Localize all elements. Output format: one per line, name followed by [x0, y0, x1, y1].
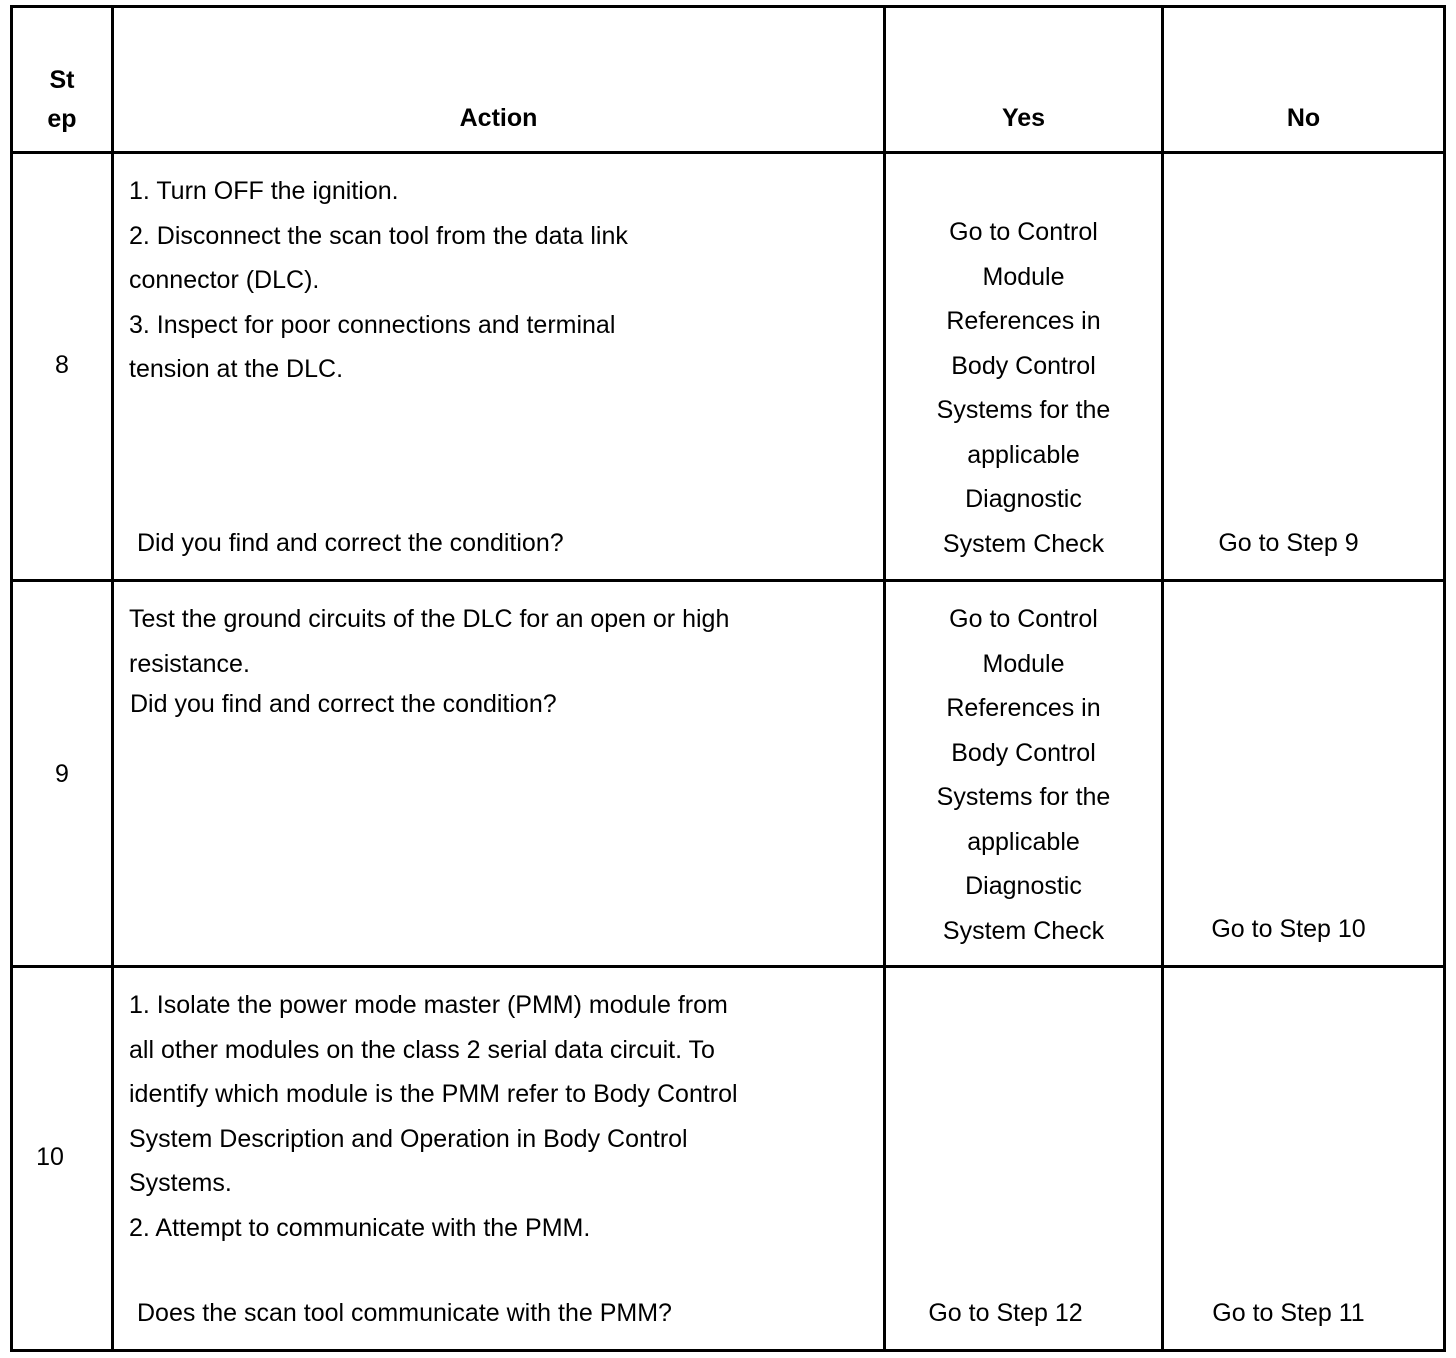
yes-line: applicable	[967, 827, 1080, 856]
table-border-right	[1443, 5, 1446, 1352]
no-text: Go to Step 10	[1211, 915, 1366, 943]
header-step-line: St	[49, 66, 75, 94]
yes-text: Go to Step 12	[928, 1299, 1083, 1327]
action-line: all other modules on the class 2 serial data circuit. To	[129, 1035, 715, 1064]
yes-line: Go to Control	[949, 605, 1098, 633]
header-divider	[10, 151, 1446, 154]
no-text: Go to Step 11	[1212, 1299, 1365, 1327]
action-question: Does the scan tool communicate with the PMM?	[137, 1299, 672, 1327]
action-text	[129, 597, 729, 686]
table-border-top	[10, 5, 1446, 8]
yes-line: Systems for the	[936, 396, 1111, 424]
yes-text	[886, 210, 1161, 566]
action-line: 1. Turn OFF the ignition.	[129, 177, 399, 205]
action-line: 1. Isolate the power mode master (PMM) module from	[129, 991, 728, 1019]
column-divider	[111, 5, 114, 1352]
header-step	[13, 61, 111, 139]
yes-line: Module	[982, 649, 1065, 678]
action-line: identify which module is the PMM refer to Body Control	[129, 1080, 738, 1108]
yes-line: System Check	[942, 916, 1105, 945]
header-no: No	[1286, 104, 1321, 132]
action-text	[129, 983, 738, 1250]
yes-line: Systems for the	[936, 783, 1111, 811]
action-question: Did you find and correct the condition?	[137, 529, 564, 557]
yes-line: Go to Control	[949, 218, 1098, 246]
header-yes: Yes	[1001, 104, 1046, 132]
action-line: Systems.	[129, 1169, 232, 1197]
action-line: 2. Disconnect the scan tool from the data link	[129, 221, 628, 250]
yes-line: Diagnostic	[965, 485, 1082, 513]
diagnostic-table	[10, 5, 1446, 1352]
yes-line: Body Control	[951, 738, 1096, 767]
step-number: 9	[55, 760, 69, 788]
yes-line: Module	[982, 262, 1065, 291]
yes-line: Body Control	[951, 351, 1096, 380]
action-line: System Description and Operation in Body Control	[129, 1124, 688, 1153]
step-number: 10	[36, 1143, 64, 1171]
header-action: Action	[459, 104, 538, 132]
header-step-line: ep	[47, 105, 77, 133]
action-line: 3. Inspect for poor connections and terminal	[129, 310, 616, 339]
table-border-bottom	[10, 1349, 1446, 1352]
action-line: 2. Attempt to communicate with the PMM.	[129, 1213, 591, 1242]
yes-line: System Check	[942, 529, 1105, 558]
action-line: Test the ground circuits of the DLC for an open or high	[129, 605, 730, 633]
yes-line: Diagnostic	[965, 872, 1082, 900]
yes-line: applicable	[967, 440, 1080, 469]
row-divider	[10, 965, 1446, 968]
action-text	[129, 169, 628, 392]
action-line: tension at the DLC.	[129, 355, 344, 383]
step-number: 8	[55, 351, 69, 379]
yes-text	[886, 597, 1161, 953]
yes-line: References in	[946, 307, 1101, 335]
action-question: Did you find and correct the condition?	[130, 690, 557, 718]
column-divider	[1161, 5, 1164, 1352]
action-line: connector (DLC).	[129, 266, 320, 294]
action-line: resistance.	[129, 649, 250, 678]
row-divider	[10, 579, 1446, 582]
yes-line: References in	[946, 694, 1101, 722]
no-text: Go to Step 9	[1218, 529, 1359, 557]
